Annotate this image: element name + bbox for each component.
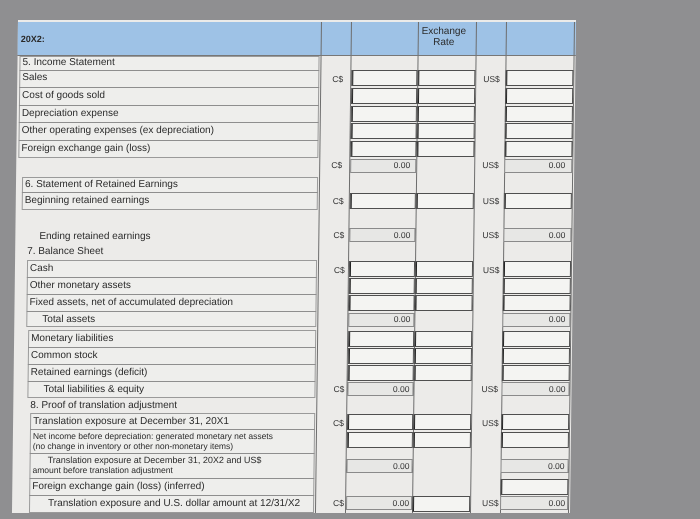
usd-label: US$ (482, 230, 499, 240)
net-income-cad-value: 0.00 (393, 160, 411, 170)
cad-label: C$ (333, 230, 345, 240)
common-stock-usd-input[interactable] (502, 348, 570, 364)
net-income-proof-cad-input[interactable] (347, 432, 413, 448)
cad-label: C$ (333, 384, 345, 394)
usd-label: US$ (481, 384, 499, 394)
opex-cad-input[interactable] (351, 123, 417, 139)
row-line (30, 429, 315, 430)
row-monetary-liabilities: Monetary liabilities (31, 333, 114, 344)
row-line (19, 105, 319, 106)
row-line (27, 294, 317, 295)
opex-usd-input[interactable] (505, 123, 573, 139)
row-line (28, 347, 316, 348)
cad-label: C$ (333, 265, 345, 275)
exposure-start-cad-input[interactable] (347, 414, 413, 430)
other-monetary-rate-input[interactable] (415, 278, 473, 294)
row-line (27, 277, 317, 278)
cad-label: C$ (333, 418, 345, 428)
beginning-re-rate-input[interactable] (416, 193, 474, 209)
fx-cad-input[interactable] (350, 141, 416, 157)
row-line (19, 70, 319, 71)
row-line (30, 453, 315, 454)
total-le-usd-value: 0.00 (548, 384, 566, 394)
usd-label: US$ (482, 196, 500, 206)
row-line (29, 478, 314, 479)
fixed-assets-usd-input[interactable] (502, 295, 570, 311)
total-assets-cad-value: 0.00 (393, 314, 411, 324)
net-income-usd-value: 0.00 (548, 160, 566, 170)
row-total-assets: Total assets (42, 314, 96, 325)
common-stock-cad-input[interactable] (348, 348, 414, 364)
exposure-start-usd-input[interactable] (501, 414, 569, 430)
header-band (18, 22, 576, 55)
row-retained-deficit: Retained earnings (deficit) (30, 367, 148, 378)
row-depreciation: Depreciation expense (21, 108, 119, 119)
total-assets-usd-value: 0.00 (548, 314, 566, 324)
sales-cad-input[interactable] (351, 70, 417, 86)
row-fx-inferred: Foreign exchange gain (loss) (inferred) (32, 481, 205, 492)
row-final-exposure: Translation exposure and U.S. dollar amount at 12/31/X2 (48, 498, 301, 509)
net-income-proof-rate-input[interactable] (413, 432, 471, 448)
liabilities-usd-input[interactable] (502, 331, 570, 347)
fixed-assets-cad-input[interactable] (348, 295, 414, 311)
row-exposure-end-2: amount before translation adjustment (32, 465, 173, 475)
retained-cad-input[interactable] (348, 365, 414, 381)
balance-sheet-title: 7. Balance Sheet (27, 246, 104, 257)
cash-rate-input[interactable] (415, 261, 473, 277)
liabilities-rate-input[interactable] (414, 331, 472, 347)
fixed-assets-rate-input[interactable] (414, 295, 472, 311)
cad-label: C$ (332, 74, 344, 84)
dep-rate-input[interactable] (417, 106, 475, 122)
fx-inferred-usd-input[interactable] (500, 479, 568, 495)
cad-label: C$ (332, 196, 344, 206)
usd-label: US$ (483, 74, 500, 84)
beginning-re-usd-input[interactable] (504, 193, 572, 209)
row-line (22, 192, 318, 193)
income-statement-title: 5. Income Statement (22, 57, 115, 68)
cash-cad-input[interactable] (349, 261, 415, 277)
fx-rate-input[interactable] (416, 141, 474, 157)
retained-rate-input[interactable] (414, 365, 472, 381)
dep-usd-input[interactable] (505, 106, 573, 122)
sales-usd-input[interactable] (505, 70, 573, 86)
row-line (29, 495, 314, 496)
exposure-end-cad-value: 0.00 (392, 461, 410, 471)
final-rate-input[interactable] (412, 496, 470, 512)
row-line (28, 381, 316, 382)
usd-label: US$ (482, 265, 500, 275)
row-net-income-2: (no change in inventory or other non-monetary items) (32, 441, 234, 451)
row-other-monetary: Other monetary assets (29, 280, 131, 291)
beginning-re-cad-input[interactable] (350, 193, 416, 209)
usd-label: US$ (482, 418, 499, 428)
ending-re-usd-value: 0.00 (548, 230, 566, 240)
row-common-stock: Common stock (30, 350, 98, 361)
liabilities-cad-input[interactable] (348, 331, 414, 347)
final-cad-value: 0.00 (392, 498, 410, 508)
other-monetary-usd-input[interactable] (503, 278, 571, 294)
proof-title: 8. Proof of translation adjustment (30, 400, 178, 411)
cogs-usd-input[interactable] (505, 88, 573, 104)
common-stock-rate-input[interactable] (414, 348, 472, 364)
cogs-cad-input[interactable] (351, 88, 417, 104)
retained-usd-input[interactable] (502, 365, 570, 381)
row-net-income-1: Net income before depreciation: generated monetary net assets (32, 431, 274, 441)
cad-label: C$ (331, 160, 343, 170)
exposure-end-usd-value: 0.00 (547, 461, 565, 471)
final-usd-value: 0.00 (548, 498, 566, 508)
row-cogs: Cost of goods sold (22, 90, 105, 101)
other-monetary-cad-input[interactable] (349, 278, 415, 294)
cogs-rate-input[interactable] (417, 88, 475, 104)
row-line (26, 311, 316, 312)
ending-re-cad-value: 0.00 (393, 230, 411, 240)
row-ending-re: Ending retained earnings (39, 231, 151, 242)
row-exposure-start: Translation exposure at December 31, 20X1 (33, 416, 230, 427)
row-beginning-re: Beginning retained earnings (24, 195, 150, 206)
fx-usd-input[interactable] (504, 141, 572, 157)
opex-rate-input[interactable] (417, 123, 475, 139)
total-le-cad-value: 0.00 (392, 384, 410, 394)
cad-label: C$ (333, 498, 345, 508)
row-line (19, 87, 319, 88)
retained-earnings-title: 6. Statement of Retained Earnings (24, 179, 178, 190)
row-other-opex: Other operating expenses (ex depreciation) (21, 125, 215, 136)
dep-cad-input[interactable] (351, 106, 417, 122)
row-line (28, 364, 316, 365)
exposure-start-rate-input[interactable] (413, 414, 471, 430)
worksheet (12, 20, 576, 513)
usd-label: US$ (482, 160, 499, 170)
row-total-le: Total liabilities & equity (43, 384, 145, 395)
sales-rate-input[interactable] (417, 70, 475, 86)
usd-label: US$ (482, 498, 499, 508)
cash-usd-input[interactable] (503, 261, 571, 277)
row-cash: Cash (29, 263, 54, 274)
exchange-rate-header: Exchange Rate (421, 26, 467, 48)
period-label: 20X2: (20, 34, 45, 44)
row-fx-gain: Foreign exchange gain (loss) (21, 143, 151, 154)
row-line (19, 140, 319, 141)
row-sales: Sales (22, 72, 48, 83)
row-fixed-assets: Fixed assets, net of accumulated depreciation (29, 297, 234, 308)
row-exposure-end-1: Translation exposure at December 31, 20X2 and US$ (47, 455, 262, 465)
net-income-proof-usd-input[interactable] (501, 432, 569, 448)
row-line (19, 122, 319, 123)
